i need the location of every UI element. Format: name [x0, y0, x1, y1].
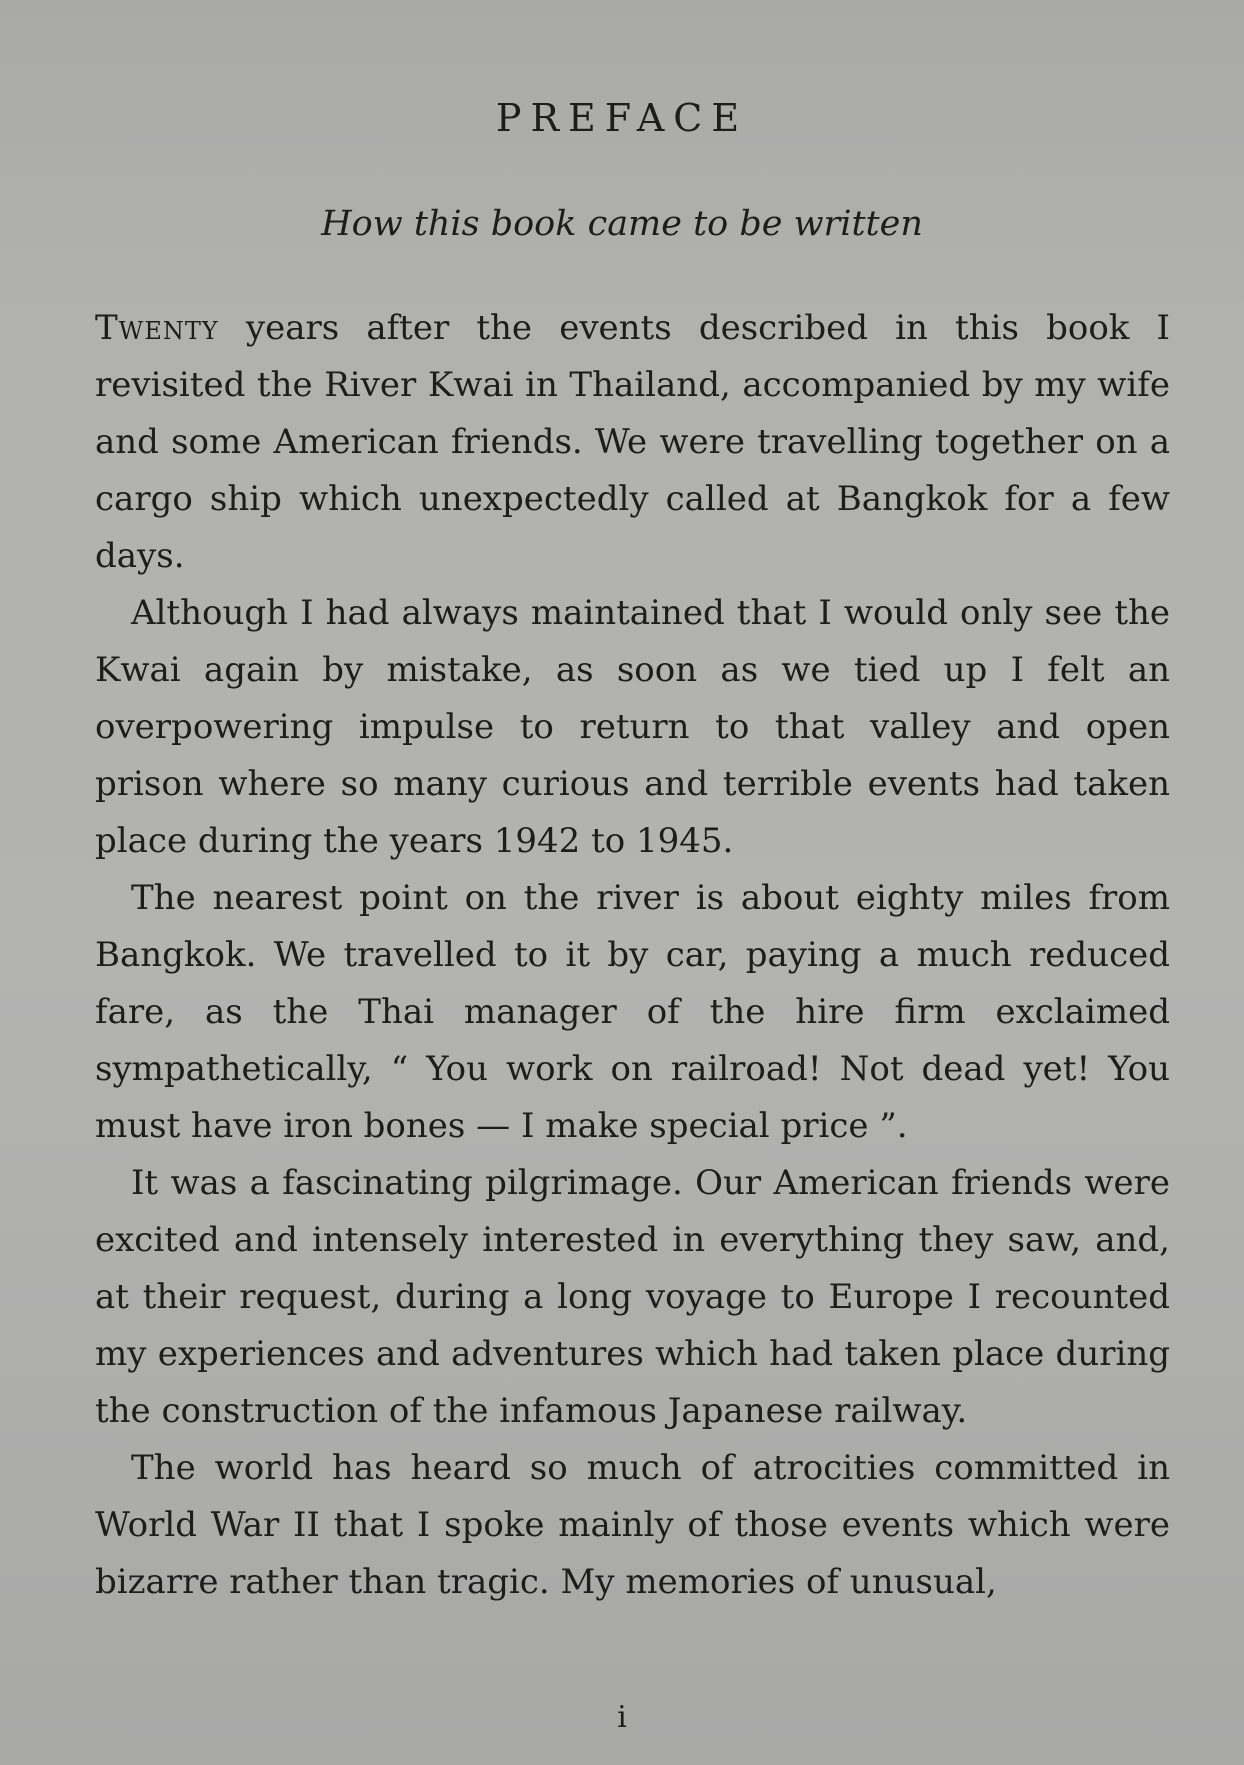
body-text	[95, 300, 1170, 1611]
page-heading: PREFACE	[495, 96, 749, 140]
page-number: i	[617, 1700, 627, 1735]
paragraph-2: Although I had always maintained that I would only see the Kwai again by mistake, as soon as we tied up I felt an overpowering impulse to return to that valley and open prison where so many curious and terrible events had taken place during the years 1942 to 1945.	[95, 593, 1170, 861]
paragraph-1-text: years after the events described in this book I revisited the River Kwai in Thailand, accompanied by my wife and some American friends. We were travelling together on a cargo ship which unexpectedly called at Bangkok for a few days.	[95, 308, 1170, 576]
paragraph-1	[95, 300, 1170, 585]
page-subtitle: How this book came to be written	[321, 204, 923, 244]
lead-in-word: Twenty	[95, 308, 219, 348]
paragraph-3: The nearest point on the river is about eighty miles from Bangkok. We travelled to it by car, paying a much reduced fare, as the Thai manager of the hire firm exclaimed sympathetically, “ You work on railroad! Not dead yet! You must have iron bones — I make special price ”.	[95, 878, 1170, 1146]
paragraph-5: The world has heard so much of atrocities committed in World War II that I spoke mainly of those events which were bizarre rather than tragic. My memories of unusual,	[95, 1448, 1170, 1602]
paragraph-4: It was a fascinating pilgrimage. Our American friends were excited and intensely interested in everything they saw, and, at their request, during a long voyage to Europe I recounted my experiences and adventures which had taken place during the construction of the infamous Japanese railway.	[95, 1163, 1170, 1431]
